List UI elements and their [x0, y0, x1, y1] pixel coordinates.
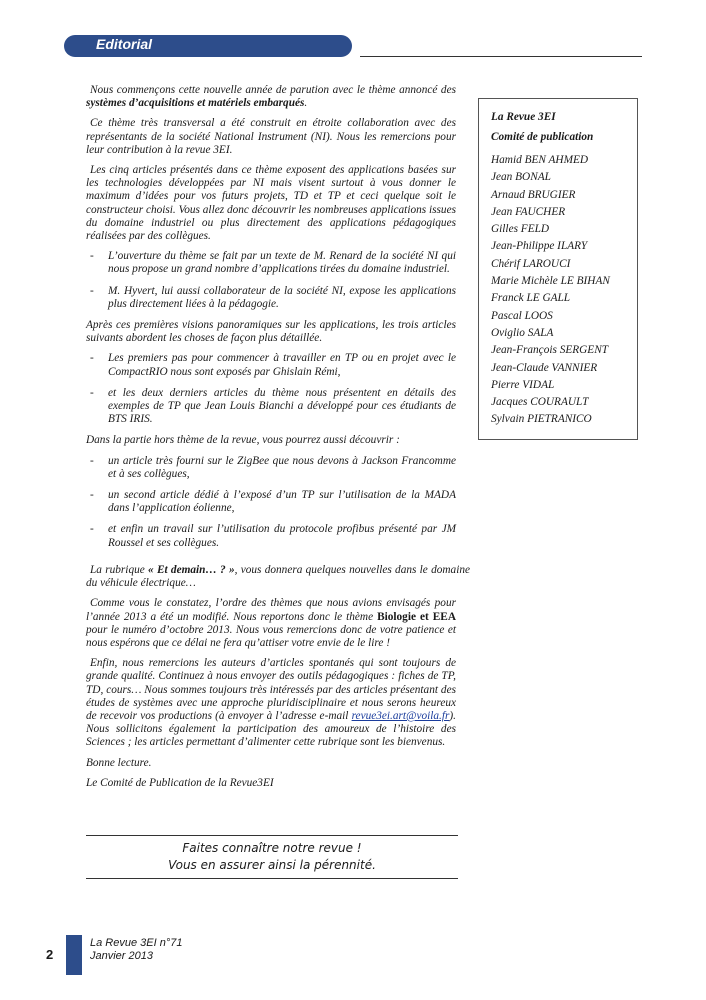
footer-issue: [90, 937, 182, 963]
committee-member: Pierre VIDAL: [491, 378, 555, 391]
rubrique-text: La rubrique: [90, 563, 149, 576]
email-link[interactable]: revue3ei.art@voila.fr: [351, 709, 450, 722]
paragraph-intro: [86, 84, 456, 110]
signature: Le Comité de Publication de la Revue3EI: [86, 776, 274, 789]
committee-member: Jean BONAL: [491, 171, 551, 184]
themes-bold: Biologie et EEA: [377, 610, 456, 623]
authors-text: Enfin, nous remercions les auteurs d’articles spontanés qui sont toujours de grande qualité. Continuez à nous envoyer des outils pédagogiques : fiches de TP, TD, cours… Nous sommes toujours très intéressés par des articles présentant des études de systèmes avec une approche pluridisciplinaire et nous serons heureux de recevoir vos productions (à envoyer à l’adresse e-mail: [86, 657, 456, 722]
committee-member: Jacques COURAULT: [491, 396, 589, 409]
page-number: 2: [46, 947, 54, 962]
slogan-rule-top: [86, 835, 458, 836]
committee-member: Arnaud BRUGIER: [491, 188, 576, 201]
authors-end: ). Nous sollicitons également la participation des amoureux de l’histoire des Sciences ; les articles permettant d’alimenter cette rubrique sont les bienvenus.: [86, 709, 456, 749]
list-item: - un second article dédié à l’exposé d’un TP sur l’utilisation de la MADA dans l’application éolienne,: [86, 489, 456, 515]
committee-member: Jean-François SERGENT: [491, 344, 609, 357]
committee-member: Marie Michèle LE BIHAN: [491, 275, 610, 288]
committee-member: Jean-Claude VANNIER: [491, 361, 598, 374]
editorial-body: [86, 84, 471, 797]
committee-member: Sylvain PIETRANICO: [491, 413, 592, 426]
committee-member: Pascal LOOS: [491, 309, 553, 322]
committee-box-title: La Revue 3EI: [491, 111, 556, 123]
list-item: - L’ouverture du thème se fait par un texte de M. Renard de la société NI qui nous propose un grand nombre d’applications tirées du domaine industriel.: [86, 250, 456, 276]
slogan-line-1: Faites connaître notre revue !: [182, 841, 362, 855]
intro-theme: systèmes d’acquisitions et matériels embarqués: [86, 97, 305, 110]
slogan-line-2: Vous en assurer ainsi la pérennité.: [168, 858, 376, 872]
article-list-2: [86, 352, 456, 426]
section-title: Editorial: [96, 36, 153, 52]
paragraph-hors-theme: Dans la partie hors thème de la revue, vous pourrez aussi découvrir :: [86, 434, 400, 447]
footer-date: Janvier 2013: [90, 950, 153, 962]
committee-member: Oviglio SALA: [491, 326, 554, 339]
committee-names: [491, 152, 610, 429]
slogan-rule-bottom: [86, 878, 458, 879]
themes-text: Comme vous le constatez, l’ordre des thèmes que nous avions envisagés pour l’année 2013 a été un modifié. Nous reportons donc le thème: [86, 597, 456, 623]
intro-end: .: [304, 97, 308, 110]
themes-end: pour le numéro d’octobre 2013. Nous vous remercions donc de votre patience et nous espérons que ce délai ne fera qu’attiser votre envie de le lire !: [86, 623, 456, 649]
header-rule: [360, 56, 642, 57]
intro-text: Nous commençons cette nouvelle année de parution avec le thème annoncé des: [90, 84, 456, 96]
committee-member: Jean-Philippe ILARY: [491, 240, 588, 253]
list-item: - et enfin un travail sur l’utilisation du protocole profibus présenté par JM Roussel et ses collègues.: [86, 523, 456, 549]
committee-member: Jean FAUCHER: [491, 205, 566, 218]
committee-member: Gilles FELD: [491, 223, 550, 236]
paragraph-collaboration: Ce thème très transversal a été construit en étroite collaboration avec des représentants de la société National Instrument (NI). Nous les remercions pour leur contribution à la revue 3EI.: [86, 117, 456, 156]
list-item: - Les premiers pas pour commencer à travailler en TP ou en projet avec le CompactRIO nous sont exposés par Ghislain Rémi,: [86, 352, 456, 378]
paragraph-themes: [86, 597, 456, 650]
list-item: - M. Hyvert, lui aussi collaborateur de la société NI, expose les applications plus directement liées à la pédagogie.: [86, 285, 456, 311]
list-item: - et les deux derniers articles du thème nous présentent en détails des exemples de TP que Jean Louis Bianchi a développé pour ces étudiants de BTS IRIS.: [86, 387, 456, 427]
paragraph-rubrique: [86, 564, 470, 590]
closing-text: Bonne lecture.: [86, 756, 152, 769]
committee-member: Hamid BEN AHMED: [491, 154, 589, 166]
committee-member: Chérif LAROUCI: [491, 257, 571, 270]
committee-box: [478, 98, 638, 440]
committee-member: Franck LE GALL: [491, 292, 571, 305]
rubrique-end: , vous donnera quelques nouvelles dans le domaine du véhicule électrique…: [86, 563, 471, 590]
committee-box-subtitle: Comité de publication: [491, 131, 594, 143]
article-list-1: [86, 250, 456, 311]
footer-revue: La Revue 3EI n°71: [90, 937, 183, 949]
list-item: - un article très fourni sur le ZigBee que nous devons à Jackson Francomme et à ses collègues,: [86, 455, 456, 481]
paragraph-authors: [86, 657, 456, 749]
slogan: [86, 840, 458, 874]
article-list-3: [86, 455, 456, 550]
paragraph-articles: Les cinq articles présentés dans ce thème exposent des applications basées sur les technologies développées par NI mais visent surtout à vous donner le maximum d’idées pour vos futurs projets, TD et TP et ceci quelque soit le constructeur choisi. Vous allez donc découvrir les nombreuses applications issues du domaine industriel ou plus directement des applications pédagogiques réalisées par des collègues.: [86, 164, 456, 243]
rubrique-name: « Et demain… ? »: [148, 563, 235, 576]
paragraph-panoramic: Après ces premières visions panoramiques sur les applications, les trois articles suivants abordent les choses de façon plus détaillée.: [86, 319, 456, 345]
footer-bar: [66, 935, 82, 975]
